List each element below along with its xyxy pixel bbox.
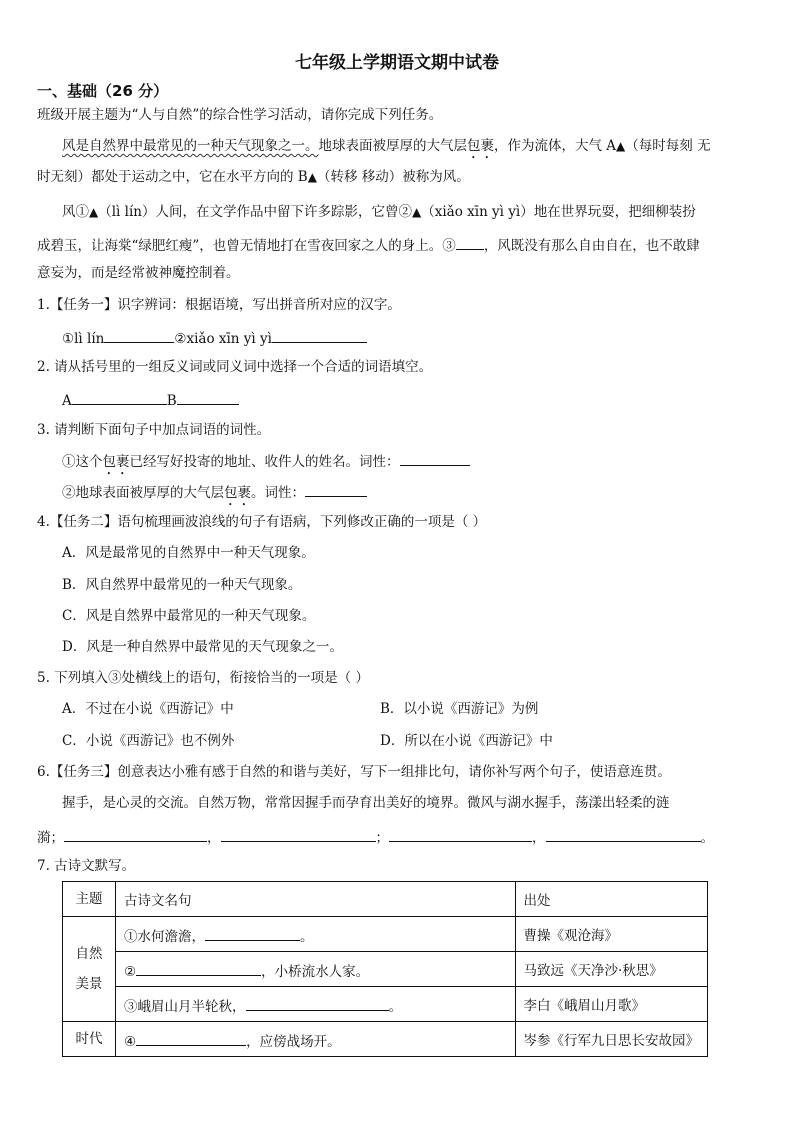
q1-blank-b[interactable] [272, 326, 367, 343]
poem-blank-4[interactable] [136, 1029, 246, 1046]
wavy-sentence: 风是自然界中最常见的一种天气现象之一。 [62, 138, 319, 154]
poem-blank-2[interactable] [136, 959, 261, 976]
poem-source-2: 马致远《天净沙·秋思》 [515, 952, 708, 987]
table-row [63, 1022, 708, 1057]
poem-line-2: ② ，小桥流水人家。 [116, 952, 516, 987]
triangle-marker: ▲ [89, 205, 99, 219]
q3-blank-2[interactable] [305, 480, 367, 497]
passage-para2-line2: 成碧玉，让海棠“绿肥红瘦”，也曾无情地打在雪夜回家之人的身上。③ ，风既没有那么自由自在，也不敢肆 [37, 233, 700, 256]
poem-line-3: ③峨眉山月半轮秋， 。 [116, 987, 516, 1022]
poem-source-3: 李白《峨眉山月歌》 [515, 987, 708, 1022]
exam-title: 七年级上学期语文期中试卷 [295, 53, 499, 73]
q6-line1: 握手，是心灵的交流。自然万物，常常因握手而孕育出美好的境界。微风与湖水握手，荡漾出轻柔的涟 [62, 795, 670, 811]
q6-blank-3[interactable] [389, 825, 532, 842]
q5-option-d[interactable]: D．所以在小说《西游记》中 [380, 733, 553, 749]
passage-para1-line1: 风是自然界中最常见的一种天气现象之一。地球表面被厚厚的大气层包裹，作为流体，大气 A▲（每时每刻 无 [62, 138, 711, 154]
poem-blank-1[interactable] [205, 924, 300, 941]
poem-blank-3[interactable] [246, 994, 389, 1011]
q5-option-c[interactable]: C．小说《西游记》也不例外 [62, 733, 235, 749]
q4-stem: 4.【任务二】语句梳理画波浪线的句子有语病，下列修改正确的一项是（ ） [37, 514, 487, 530]
q1-blank-a[interactable] [104, 326, 174, 343]
q6-stem: 6.【任务三】创意表达小雅有感于自然的和谐与美好，写下一组排比句，请你补写两个句子，使语意连贯。 [37, 764, 671, 780]
table-row [63, 917, 708, 952]
q4-option-b[interactable]: B．风自然界中最常见的一种天气现象。 [62, 577, 302, 593]
q4-option-a[interactable]: A．风是最常见的自然界中一种天气现象。 [62, 545, 315, 561]
q2-blank-a[interactable] [72, 388, 167, 405]
table-row [63, 987, 708, 1022]
poem-source-4: 岑参《行军九日思长安故园》 [515, 1022, 708, 1057]
q3-blank-1[interactable] [400, 449, 470, 466]
q4-option-d[interactable]: D．风是一种自然界中最常见的天气现象之一。 [62, 639, 343, 655]
triangle-marker: ▲ [412, 205, 422, 219]
q1-answers: ①lì lín ②xiǎo xīn yì yì [62, 326, 367, 349]
q3-stem: 3. 请判断下面句子中加点词语的词性。 [37, 422, 271, 438]
intro-text: 班级开展主题为“人与自然”的综合性学习活动，请你完成下列任务。 [37, 107, 443, 123]
poem-line-4: ④ ，应傍战场开。 [116, 1022, 516, 1057]
q6-line2: 漪； ， ； ， 。 [37, 825, 714, 848]
passage-para2-line1: 风①▲（lì lín）人间，在文学作品中留下许多踪影，它曾②▲（xiǎo xīn yì yì）地在世界玩耍，把细柳装扮 [62, 204, 696, 220]
q1-stem: 1.【任务一】识字辨词：根据语境，写出拼音所对应的汉字。 [37, 297, 401, 313]
poem-line-1: ①水何澹澹， 。 [116, 917, 516, 952]
dotted-word: 包裹 [467, 138, 494, 154]
table-header-row [63, 882, 708, 917]
theme-nature: 自然美景 [63, 917, 116, 1022]
header-source: 出处 [515, 882, 708, 917]
section-heading: 一、基础（26 分） [37, 82, 169, 100]
q6-blank-2[interactable] [221, 825, 376, 842]
blank-3[interactable] [456, 233, 484, 250]
q6-blank-4[interactable] [546, 825, 701, 842]
poem-table [62, 881, 708, 1057]
q3-sentence1: ①这个包裹已经写好投寄的地址、收件人的姓名。词性： [62, 449, 470, 478]
passage-para2-line3: 意妄为，而是经常被神魔控制着。 [37, 265, 240, 281]
poem-source-1: 曹操《观沧海》 [515, 917, 708, 952]
q2-stem: 2. 请从括号里的一组反义词或同义词中选择一个合适的词语填空。 [37, 359, 433, 375]
q2-answers: A B [62, 388, 239, 411]
q2-blank-b[interactable] [177, 388, 239, 405]
theme-era: 时代 [63, 1022, 116, 1057]
q5-option-a[interactable]: A．不过在小说《西游记》中 [62, 701, 234, 717]
header-lines: 古诗文名句 [116, 882, 516, 917]
q6-blank-1[interactable] [64, 825, 207, 842]
passage-para1-line2: 时无刻）都处于运动之中，它在水平方向的 B▲（转移 移动）被称为风。 [37, 169, 470, 185]
q3-sentence2: ②地球表面被厚厚的大气层包裹。词性： [62, 480, 367, 509]
header-theme: 主题 [63, 882, 116, 917]
q7-stem: 7. 古诗文默写。 [37, 858, 136, 874]
triangle-marker: ▲ [307, 170, 317, 184]
table-row [63, 952, 708, 987]
q5-option-b[interactable]: B．以小说《西游记》为例 [380, 701, 539, 717]
triangle-marker: ▲ [616, 139, 626, 153]
q4-option-c[interactable]: C．风是自然界中最常见的一种天气现象。 [62, 608, 316, 624]
q5-stem: 5. 下列填入③处横线上的语句，衔接恰当的一项是（ ） [37, 670, 369, 686]
